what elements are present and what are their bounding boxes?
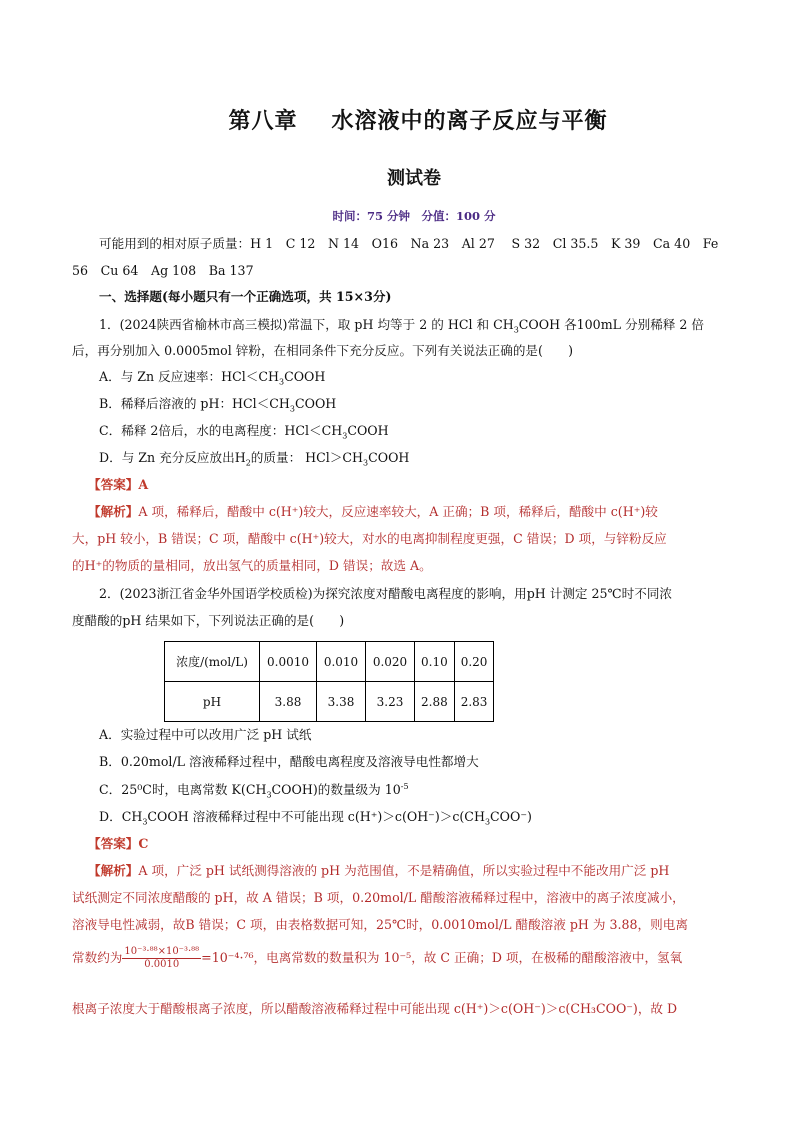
- q1-explanation-line2: 大，pH 较小，B 错误；C 项，醋酸中 c(H⁺)较大，对水的电离抑制程度更强，C 错误；D 项，与锌粉反应: [72, 531, 667, 546]
- table-cell: 3.88: [260, 682, 317, 722]
- table-cell: 2.83: [454, 682, 494, 722]
- time-score-info: 时间：75 分钟 分值：100 分: [332, 209, 496, 223]
- q1-option-b: B．稀释后溶液的 pH：$HCl<CH_3COOH$: [99, 396, 337, 414]
- table-row: [165, 642, 494, 682]
- q2-option-c: C．25⁰C时，电离常数 $K(CH_3COOH)$的数量级为 $10^{-5}$: [99, 781, 409, 800]
- q2-explanation-line5: 根离子浓度大于醋酸根离子浓度，所以醋酸溶液稀释过程中可能出现 c(H⁺)＞c(OH⁻)＞c(CH₃COO⁻)，故 D: [72, 1001, 678, 1016]
- table-row: [165, 682, 494, 722]
- fraction: $\frac{\text{10⁻³·⁸⁸×10⁻³·⁸⁸}}{0.0010}$: [124, 946, 200, 970]
- table-cell: 0.010: [317, 642, 366, 682]
- ph-data-table: [164, 641, 494, 722]
- q1-explanation-line1: 【解析】A 项，稀释后，醋酸中 c(H⁺)较大，反应速率较大，A 正确；B 项，稀释后，醋酸中 c(H⁺)较: [88, 504, 658, 519]
- q2-answer: 【答案】C: [88, 836, 149, 851]
- q1-explanation-line3: 的H⁺的物质的量相同，放出氢气的质量相同，D 错误；故选 A。: [72, 558, 432, 573]
- atomic-masses-line1: 可能用到的相对原子质量：H 1 C 12 N 14 O16 Na 23 Al 27 S 32 Cl 35.5 K 39 Ca 40 Fe: [99, 236, 719, 251]
- test-subtitle: 测试卷: [387, 168, 441, 189]
- q2-explanation-line1: 【解析】A 项，广泛 pH 试纸测得溶液的 pH 为范围值，不是精确值，所以实验过程中不能改用广泛 pH: [88, 863, 670, 878]
- table-header-cell: pH: [165, 682, 260, 722]
- q2-option-d: D．$CH_3COOH$ 溶液稀释过程中不可能出现 $c(H^+)>c(OH^-)>c(CH_3COO^-)$: [99, 809, 532, 827]
- table-cell: 0.0010: [260, 642, 317, 682]
- chapter-title: [0, 104, 794, 135]
- q2-explanation-line2: 试纸测定不同浓度醋酸的 pH，故 A 错误；B 项，0.20mol/L 醋酸溶液稀释过程中，溶液中的离子浓度减小，: [72, 890, 685, 905]
- table-cell: 3.38: [317, 682, 366, 722]
- table-cell: 2.88: [415, 682, 455, 722]
- chapter-name: 水溶液中的离子反应与平衡: [331, 109, 608, 134]
- section-heading: 一、选择题(每小题只有一个正确选项，共 15×3分): [99, 289, 392, 304]
- q2-option-a: A．实验过程中可以改用广泛 pH 试纸: [99, 727, 312, 742]
- q1-stem-line1: 1．(2024陕西省榆林市高三模拟)常温下，取 pH 均等于 2 的 HCl 和 $CH_3COOH$ 各100mL 分别稀释 2 倍: [99, 317, 704, 335]
- table-header-cell: 浓度/(mol/L): [165, 642, 260, 682]
- atomic-masses-line2: 56 Cu 64 Ag 108 Ba 137: [72, 263, 254, 278]
- q1-stem-line2: 后，再分别加入 0.0005mol 锌粉，在相同条件下充分反应。下列有关说法正确的是( ): [72, 343, 574, 358]
- q2-option-b: B．0.20mol/L 溶液稀释过程中，醋酸电离程度及溶液导电性都增大: [99, 754, 479, 769]
- table-cell: 0.020: [366, 642, 415, 682]
- q1-option-d: D．与 Zn 充分反应放出$H_2$的质量： $HCl>CH_3COOH$: [99, 450, 410, 468]
- q1-answer: 【答案】A: [88, 477, 149, 492]
- table-cell: 0.20: [454, 642, 494, 682]
- table-cell: 0.10: [415, 642, 455, 682]
- q1-option-c: C．稀释 2倍后，水的电离程度：$HCl<CH_3COOH$: [99, 423, 389, 441]
- q2-stem-line2: 度醋酸的pH 结果如下，下列说法正确的是( ): [72, 613, 345, 628]
- q1-option-a: A．与 Zn 反应速率：$HCl<CH_3COOH$: [99, 369, 326, 387]
- table-cell: 3.23: [366, 682, 415, 722]
- q2-stem-line1: 2．(2023浙江省金华外国语学校质检)为探究浓度对醋酸电离程度的影响，用pH 计测定 25℃时不同浓: [99, 586, 673, 601]
- q2-explanation-line4: 常数约为 $\frac{\text{10⁻³·⁸⁸×10⁻³·⁸⁸}}{0.0010}$ =10⁻⁴·⁷⁶，电离常数的数量积为 10⁻⁵，故 C 正确；D 项，在极稀的醋酸溶液中，氢氧: [72, 946, 683, 970]
- chapter-number: 第八章: [228, 109, 298, 134]
- q2-explanation-line3: 溶液导电性减弱，故B 错误；C 项，由表格数据可知，25℃时，0.0010mol/L 醋酸溶液 pH 为 3.88，则电离: [72, 917, 688, 932]
